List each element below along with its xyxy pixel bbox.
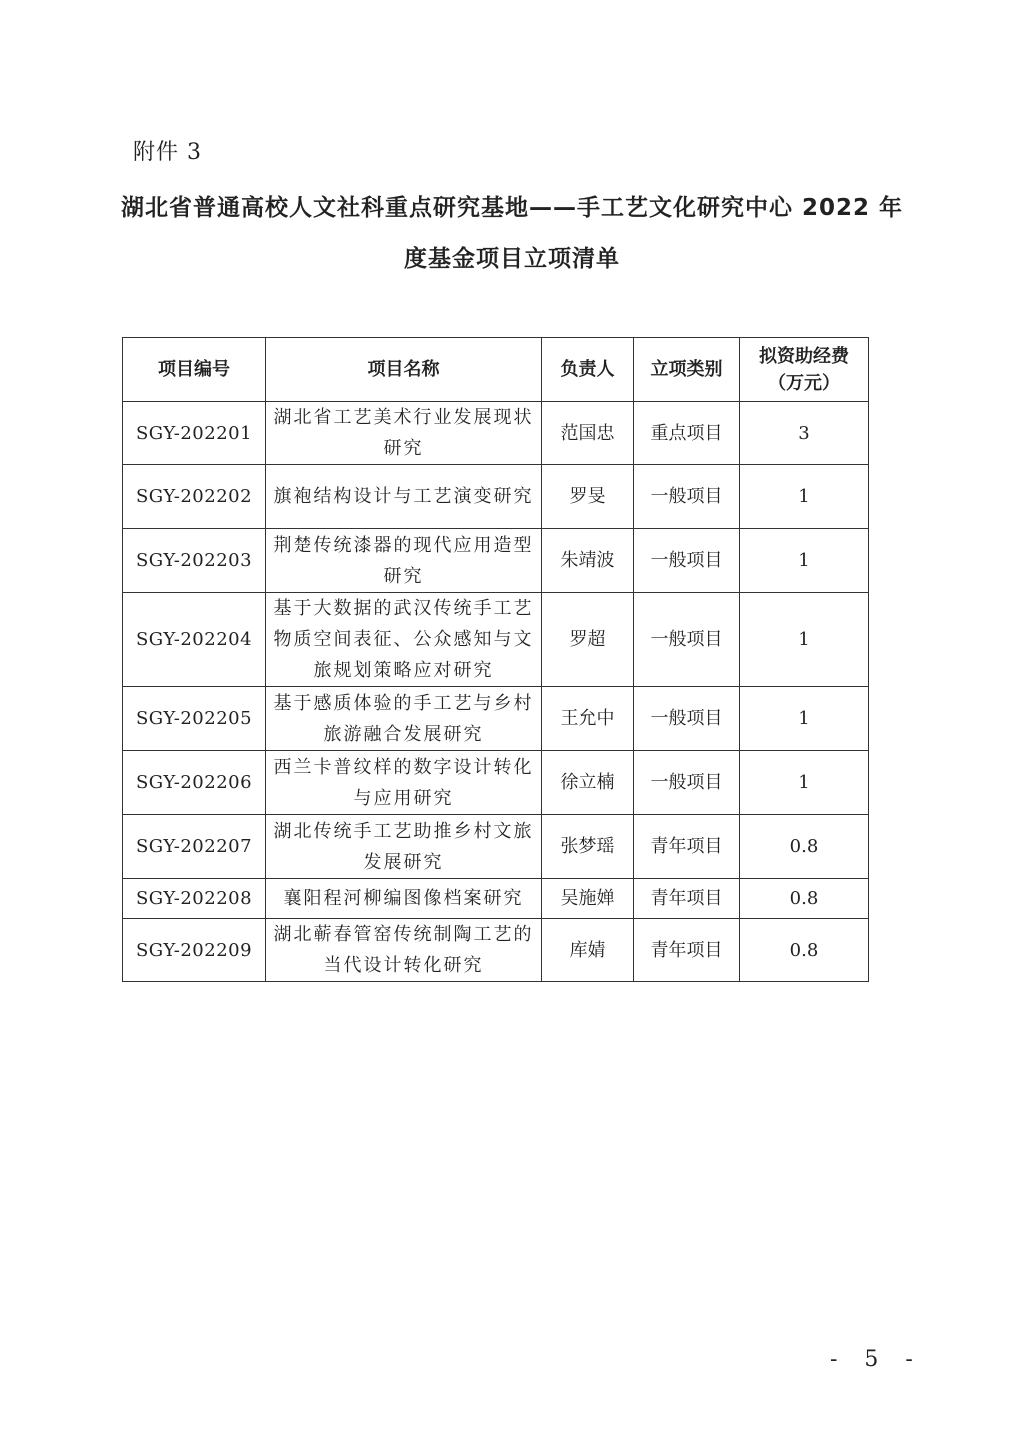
cell-code: SGY-202207 xyxy=(123,815,266,879)
cell-category: 一般项目 xyxy=(634,751,740,815)
cell-code: SGY-202205 xyxy=(123,687,266,751)
cell-category: 青年项目 xyxy=(634,879,740,919)
table-row xyxy=(123,529,869,593)
table-row xyxy=(123,879,869,919)
cell-leader: 范国忠 xyxy=(542,402,634,465)
cell-code: SGY-202201 xyxy=(123,402,266,465)
header-funding xyxy=(740,338,869,402)
cell-category: 青年项目 xyxy=(634,919,740,982)
table-row xyxy=(123,465,869,529)
table-header-row xyxy=(123,338,869,402)
cell-leader: 吴施婵 xyxy=(542,879,634,919)
cell-funding: 1 xyxy=(740,465,869,529)
document-title-line-2: 度基金项目立项清单 xyxy=(404,246,620,272)
cell-name: 湖北蕲春管窑传统制陶工艺的当代设计转化研究 xyxy=(266,919,542,982)
table-row xyxy=(123,402,869,465)
cell-name: 襄阳程河柳编图像档案研究 xyxy=(266,879,542,919)
cell-code: SGY-202202 xyxy=(123,465,266,529)
cell-code: SGY-202206 xyxy=(123,751,266,815)
cell-name: 荆楚传统漆器的现代应用造型研究 xyxy=(266,529,542,593)
header-funding-line-1: 拟资助经费 xyxy=(759,345,849,367)
cell-funding: 1 xyxy=(740,687,869,751)
cell-leader: 罗旻 xyxy=(542,465,634,529)
header-leader: 负责人 xyxy=(542,338,634,402)
cell-category: 重点项目 xyxy=(634,402,740,465)
cell-funding: 0.8 xyxy=(740,815,869,879)
header-name: 项目名称 xyxy=(266,338,542,402)
cell-leader: 王允中 xyxy=(542,687,634,751)
cell-leader: 张梦瑶 xyxy=(542,815,634,879)
cell-category: 一般项目 xyxy=(634,593,740,687)
cell-category: 一般项目 xyxy=(634,529,740,593)
cell-name: 湖北传统手工艺助推乡村文旅发展研究 xyxy=(266,815,542,879)
cell-leader: 库婧 xyxy=(542,919,634,982)
cell-category: 一般项目 xyxy=(634,687,740,751)
attachment-label: 附件 3 xyxy=(133,140,202,165)
cell-name: 基于感质体验的手工艺与乡村旅游融合发展研究 xyxy=(266,687,542,751)
cell-code: SGY-202208 xyxy=(123,879,266,919)
cell-leader: 徐立楠 xyxy=(542,751,634,815)
table-row xyxy=(123,751,869,815)
document-title-line-1: 湖北省普通高校人文社科重点研究基地——手工艺文化研究中心 2022 年 xyxy=(120,195,904,221)
cell-leader: 朱靖波 xyxy=(542,529,634,593)
cell-code: SGY-202203 xyxy=(123,529,266,593)
cell-funding: 1 xyxy=(740,593,869,687)
cell-category: 一般项目 xyxy=(634,465,740,529)
header-funding-line-2: （万元） xyxy=(768,372,840,394)
header-code: 项目编号 xyxy=(123,338,266,402)
cell-name: 西兰卡普纹样的数字设计转化与应用研究 xyxy=(266,751,542,815)
cell-funding: 0.8 xyxy=(740,879,869,919)
table-row xyxy=(123,687,869,751)
cell-code: SGY-202209 xyxy=(123,919,266,982)
project-list-table xyxy=(122,337,869,982)
cell-funding: 1 xyxy=(740,751,869,815)
cell-funding: 0.8 xyxy=(740,919,869,982)
cell-category: 青年项目 xyxy=(634,815,740,879)
table-row xyxy=(123,815,869,879)
table-row xyxy=(123,593,869,687)
cell-name: 旗袍结构设计与工艺演变研究 xyxy=(266,465,542,529)
cell-funding: 3 xyxy=(740,402,869,465)
cell-name: 湖北省工艺美术行业发展现状研究 xyxy=(266,402,542,465)
table-row xyxy=(123,919,869,982)
cell-name: 基于大数据的武汉传统手工艺物质空间表征、公众感知与文旅规划策略应对研究 xyxy=(266,593,542,687)
page-number: - 5 - xyxy=(830,1347,923,1372)
header-category: 立项类别 xyxy=(634,338,740,402)
cell-code: SGY-202204 xyxy=(123,593,266,687)
cell-leader: 罗超 xyxy=(542,593,634,687)
cell-funding: 1 xyxy=(740,529,869,593)
